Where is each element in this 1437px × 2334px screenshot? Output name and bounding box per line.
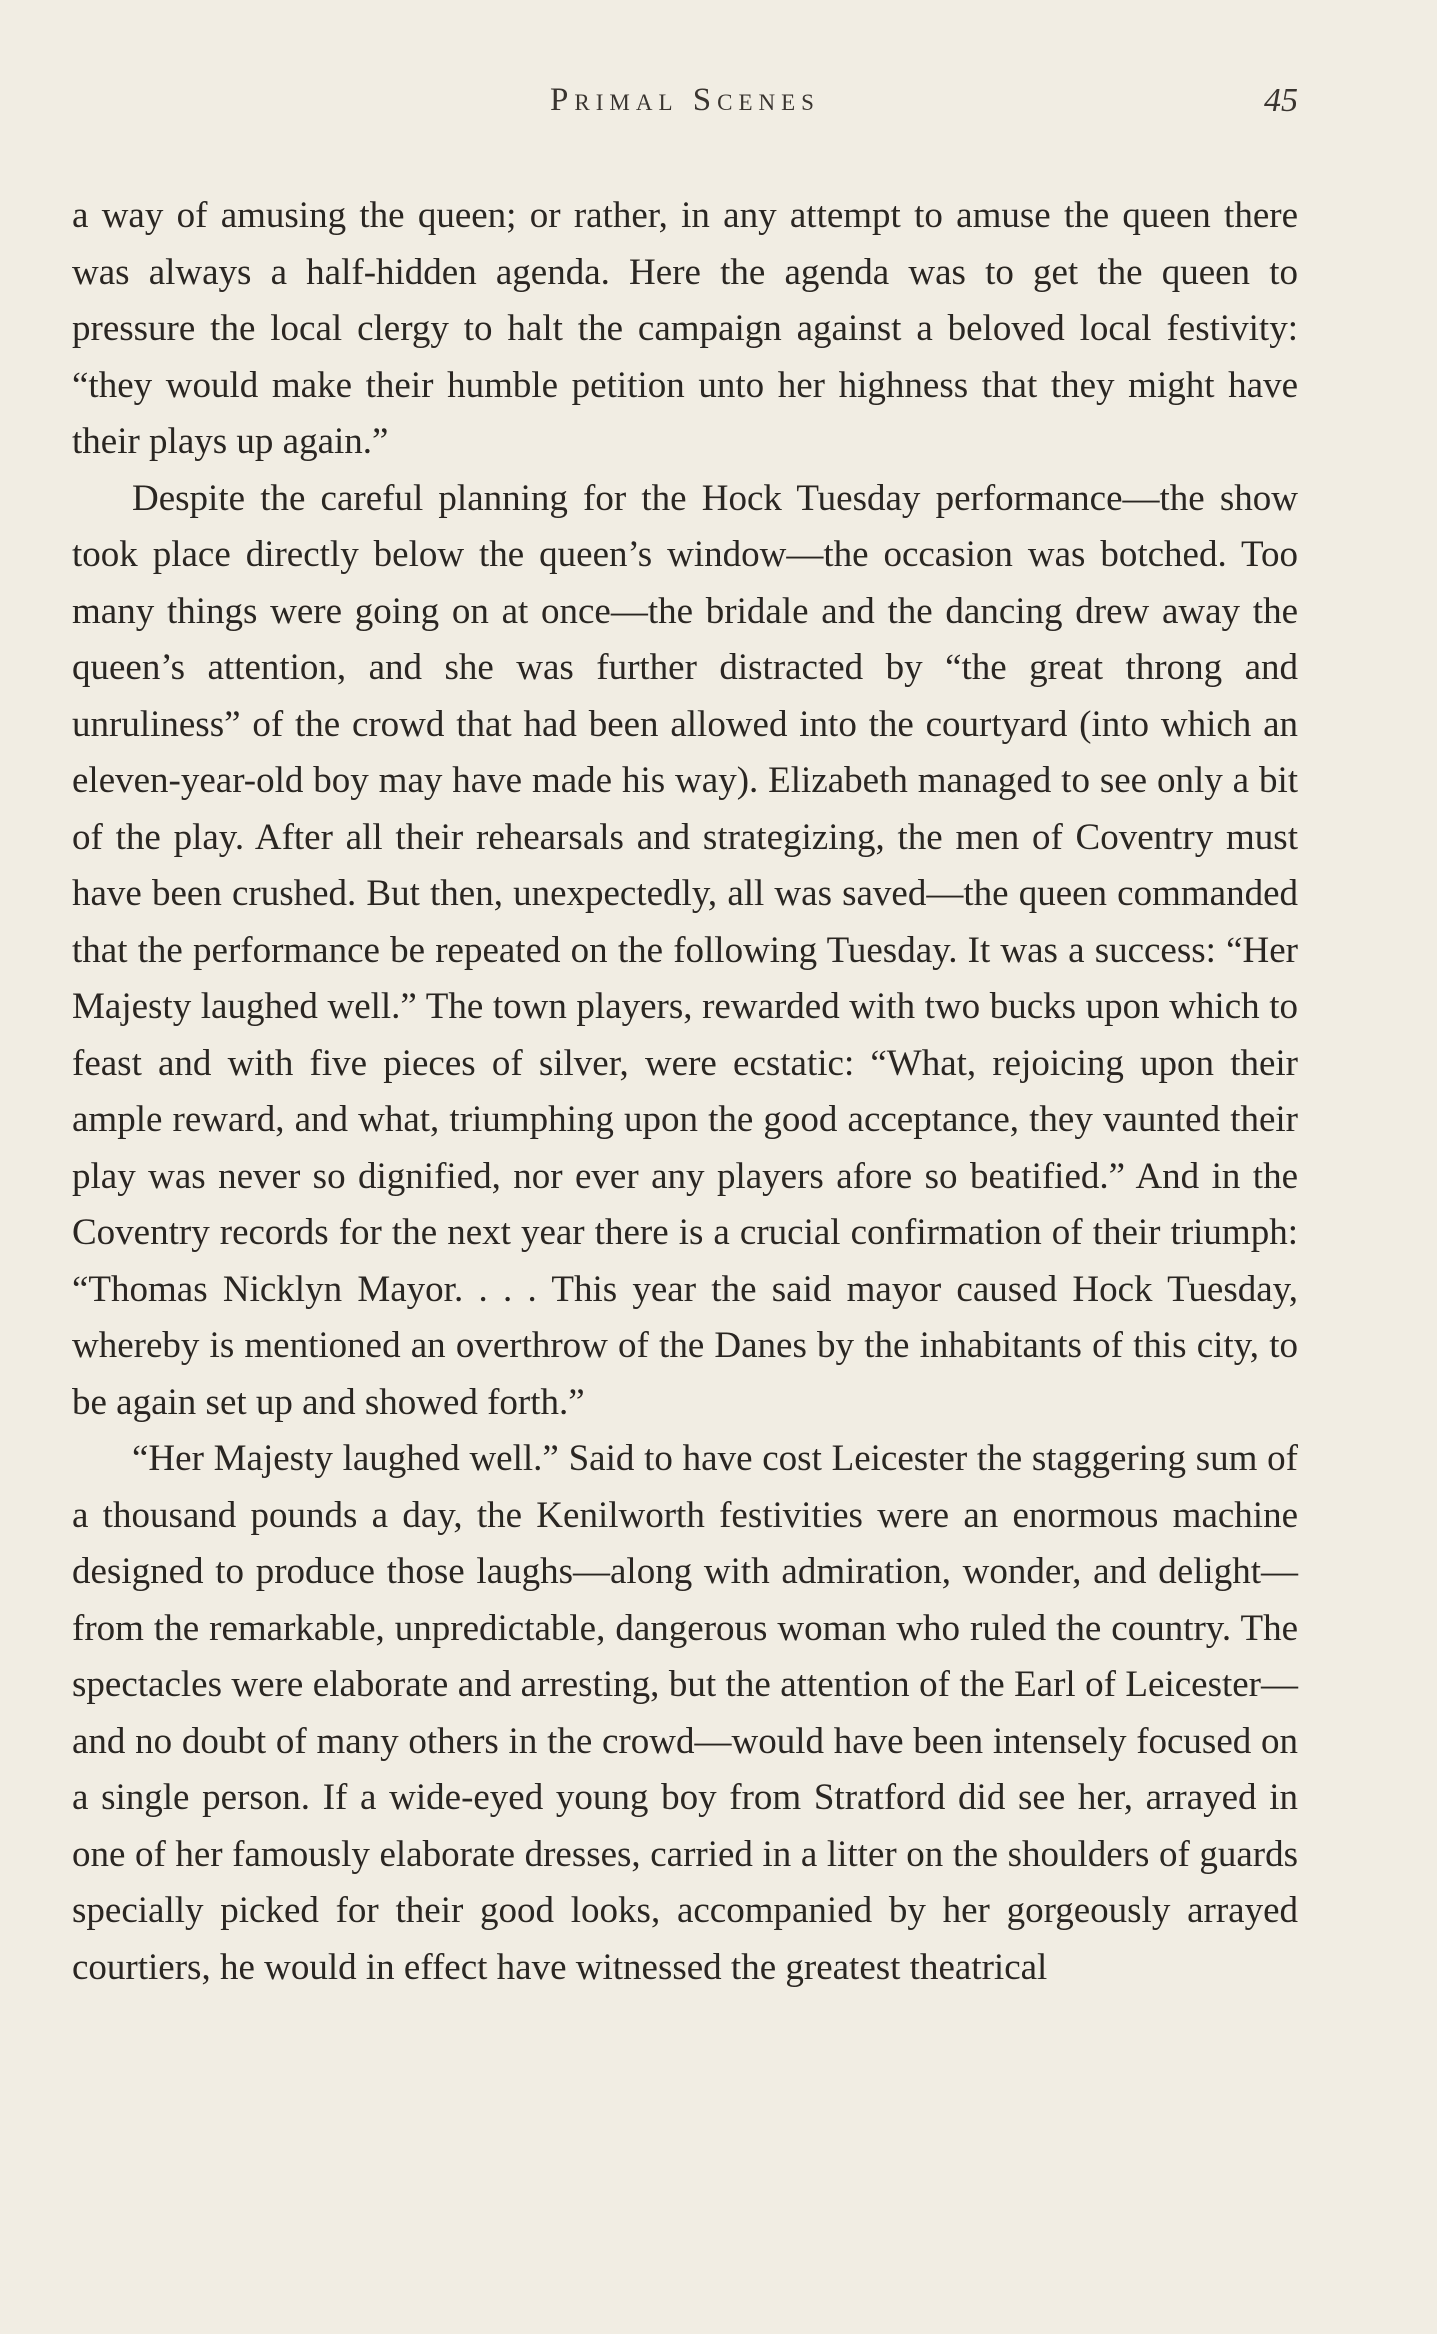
body-text — [72, 188, 1298, 1996]
running-title: Primal Scenes — [550, 82, 820, 118]
paragraph-hock-tuesday: Despite the careful planning for the Hock Tuesday performance—the show took place directly below the queen’s window—the occasion was botched. Too many things were going on at once—the bridale and the dancing drew away the queen’s attention, and she was further distracted by “the great throng and unruliness” of the crowd that had been allowed into the courtyard (into which an eleven-year-old boy may have made his way). Elizabeth managed to see only a bit of the play. After all their rehearsals and strategizing, the men of Coventry must have been crushed. But then, unexpectedly, all was saved—the queen commanded that the performance be repeated on the following Tuesday. It was a success: “Her Majesty laughed well.” The town players, rewarded with two bucks upon which to feast and with five pieces of silver, were ecstatic: “What, rejoicing upon their ample reward, and what, triumphing upon the good acceptance, they vaunted their play was never so dignified, nor ever any players afore so beatified.” And in the Coventry records for the next year there is a crucial confirmation of their triumph: “Thomas Nicklyn Mayor. . . . This year the said mayor caused Hock Tuesday, whereby is mentioned an overthrow of the Danes by the inhabitants of this city, to be again set up and showed forth.” — [72, 477, 1298, 1423]
paragraph-continued: a way of amusing the queen; or rather, in any attempt to amuse the queen there was always a half-hidden agenda. Here the agenda was to get the queen to pressure the local clergy to halt the campaign against a beloved local festivity: “they would make their humble petition unto her highness that they might have their plays up again.” — [72, 195, 1298, 462]
page-number: 45 — [1264, 82, 1298, 119]
paragraph-kenilworth: “Her Majesty laughed well.” Said to have cost Leicester the staggering sum of a thousand pounds a day, the Kenilworth festivities were an enormous machine designed to produce those laughs—along with admiration, wonder, and delight—from the remarkable, unpredictable, dangerous woman who ruled the country. The spectacles were elaborate and arresting, but the attention of the Earl of Leicester—and no doubt of many others in the crowd—would have been intensely focused on a single person. If a wide-eyed young boy from Stratford did see her, arrayed in one of her famously elaborate dresses, carried in a litter on the shoulders of guards specially picked for their good looks, accompanied by her gorgeously arrayed courtiers, he would in effect have witnessed the greatest theatrical — [72, 1438, 1298, 1988]
running-head — [72, 82, 1298, 132]
